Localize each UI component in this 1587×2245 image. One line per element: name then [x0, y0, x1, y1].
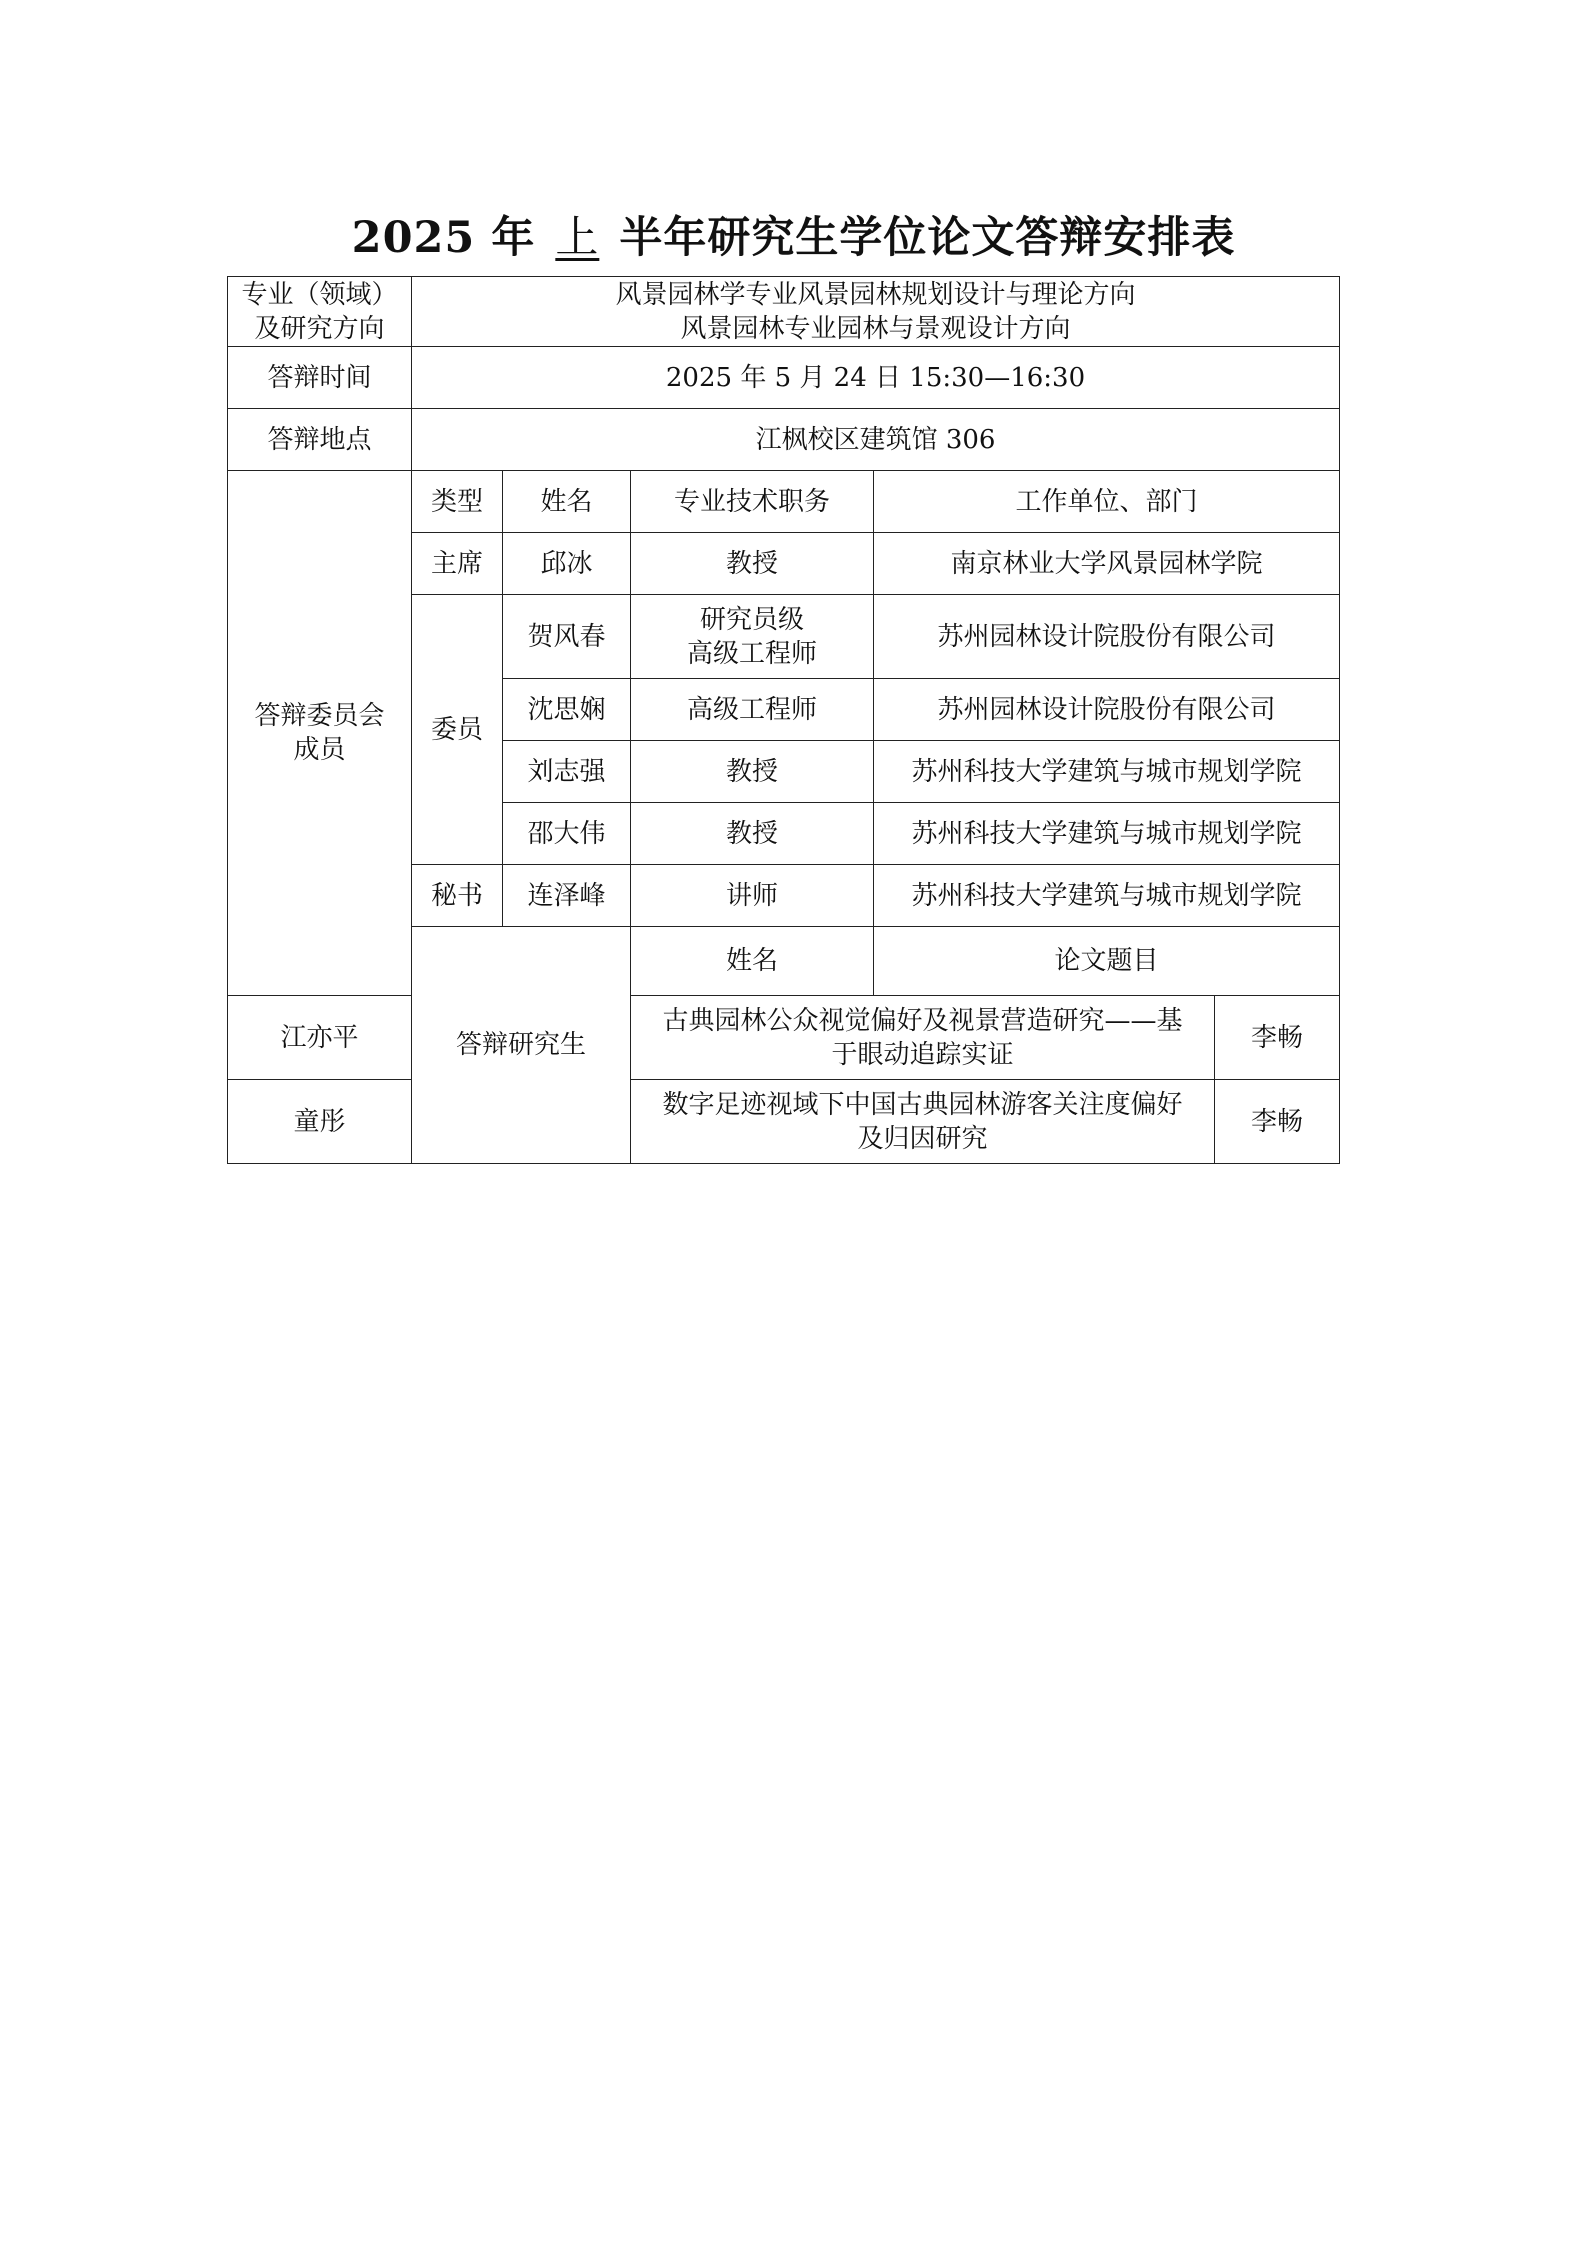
- member-title: 高级工程师: [631, 679, 874, 741]
- member-unit: 苏州科技大学建筑与城市规划学院: [874, 741, 1340, 803]
- student-thesis-line1: 古典园林公众视觉偏好及视景营造研究——基: [662, 1005, 1183, 1036]
- time-value: 2025 年 5 月 24 日 15:30—16:30: [412, 347, 1340, 409]
- member-name: 邵大伟: [503, 803, 631, 865]
- member-type: 委员: [412, 595, 503, 865]
- place-row: [228, 409, 1340, 471]
- students-header-name: 姓名: [631, 927, 874, 996]
- students-header-thesis: 论文题目: [874, 927, 1340, 996]
- place-value: 江枫校区建筑馆 306: [412, 409, 1340, 471]
- member-unit: 苏州科技大学建筑与城市规划学院: [874, 803, 1340, 865]
- major-row: [228, 277, 1340, 347]
- committee-header-title: 专业技术职务: [631, 471, 874, 533]
- secretary-type: 秘书: [412, 865, 503, 927]
- major-label: [228, 277, 412, 347]
- member-unit: 苏州园林设计院股份有限公司: [874, 595, 1340, 679]
- major-value-line1: 风景园林学专业风景园林规划设计与理论方向: [615, 279, 1136, 310]
- member-unit: 苏州园林设计院股份有限公司: [874, 679, 1340, 741]
- student-name: 江亦平: [228, 996, 412, 1080]
- student-advisor: 李畅: [1215, 996, 1340, 1080]
- title-half-blank: 上: [555, 213, 600, 263]
- defense-schedule-table: [227, 276, 1340, 1164]
- major-value: [412, 277, 1340, 347]
- committee-header-name: 姓名: [503, 471, 631, 533]
- student-thesis: [631, 1080, 1215, 1164]
- student-row: [228, 996, 1340, 1080]
- student-thesis-line2: 及归因研究: [857, 1123, 988, 1154]
- member-title-line1: 研究员级: [699, 604, 804, 635]
- secretary-title: 讲师: [631, 865, 874, 927]
- chair-type: 主席: [412, 533, 503, 595]
- place-label: 答辩地点: [228, 409, 412, 471]
- committee-label-line2: 成员: [293, 735, 346, 765]
- time-label: 答辩时间: [228, 347, 412, 409]
- student-name: 童彤: [228, 1080, 412, 1164]
- committee-header-row: [228, 471, 1340, 533]
- major-value-line2: 风景园林专业园林与景观设计方向: [680, 313, 1071, 344]
- member-title: [631, 595, 874, 679]
- title-year-suffix: 年: [491, 213, 536, 263]
- member-title-line2: 高级工程师: [686, 638, 817, 669]
- student-thesis-line1: 数字足迹视域下中国古典园林游客关注度偏好: [662, 1089, 1183, 1120]
- secretary-name: 连泽峰: [503, 865, 631, 927]
- students-label: 答辩研究生: [412, 927, 631, 1164]
- title-rest: 半年研究生学位论文答辩安排表: [619, 213, 1236, 263]
- student-advisor: 李畅: [1215, 1080, 1340, 1164]
- chair-title: 教授: [631, 533, 874, 595]
- student-row: [228, 1080, 1340, 1164]
- time-row: [228, 347, 1340, 409]
- chair-name: 邱冰: [503, 533, 631, 595]
- chair-unit: 南京林业大学风景园林学院: [874, 533, 1340, 595]
- committee-header-unit: 工作单位、部门: [874, 471, 1340, 533]
- major-label-line2: 及研究方向: [254, 313, 385, 344]
- member-title: 教授: [631, 803, 874, 865]
- committee-label: [228, 471, 412, 996]
- member-name: 刘志强: [503, 741, 631, 803]
- major-label-line1: 专业（领域）: [241, 279, 398, 310]
- member-name: 贺风春: [503, 595, 631, 679]
- student-thesis-line2: 于眼动追踪实证: [831, 1039, 1014, 1070]
- page-title: [0, 204, 1587, 265]
- student-thesis: [631, 996, 1215, 1080]
- secretary-unit: 苏州科技大学建筑与城市规划学院: [874, 865, 1340, 927]
- committee-header-type: 类型: [412, 471, 503, 533]
- member-title: 教授: [631, 741, 874, 803]
- member-name: 沈思娴: [503, 679, 631, 741]
- committee-label-line1: 答辩委员会: [254, 701, 385, 731]
- title-year: 2025: [351, 213, 476, 263]
